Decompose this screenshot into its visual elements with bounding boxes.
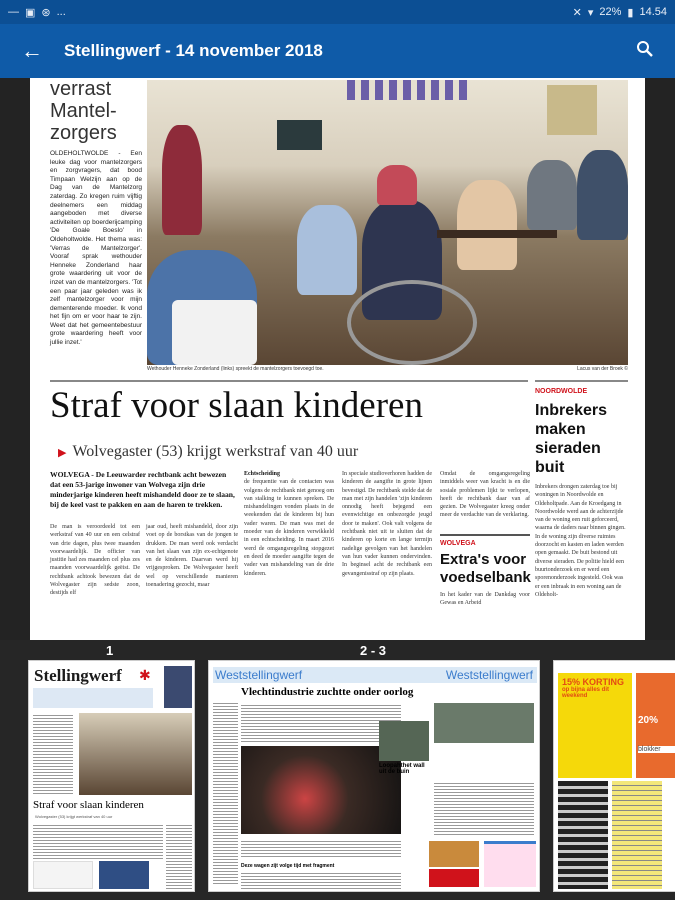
- newspaper-page[interactable]: [30, 78, 645, 640]
- page-title: Stellingwerf - 14 november 2018: [64, 41, 323, 60]
- mute-icon: ✕: [572, 6, 582, 19]
- main-lead: WOLVEGA - De Leeuwarder rechtbank acht bewezen dat een 53-jarige inwoner van Wolvega zijn drie minderjarige kinderen heeft mishandeld door ze te slaan, bij de keel vast te pakken en aan de haren te trekken.: [50, 470, 235, 509]
- page-thumbnail-1[interactable]: [28, 660, 195, 892]
- main-headline: Straf voor slaan kinderen: [50, 385, 423, 426]
- article-col-1: De man is veroordeeld tot een werkstraf van 40 uur en een celstraf van drie dagen, plus twee maanden voorwaardelijk. De officier van justitie had zes maanden cel plus zes maanden voorwaardelijk geëist. De rechtbank achtook bewezen dat de Wolvegaster zijn sedste zoon, destijds elf: [50, 524, 140, 597]
- page-thumbnail-2-3[interactable]: [208, 660, 540, 892]
- article-col-4: In speciale studioverhoren hadden de kinderen de aangifte in grote lijnen bevestigd. De rechtbank stelde dat de man met zijn handelen 'zijn kinderen onnodig heeft bejegend een evenwichtige en onbezorgde jeugd door te maken'. Ook valt volgens de rechtbank niet uit te sluiten dat de kinderen op korte en lange termijn nadelige gevolgen van het handelen van hun vader kunnen ondervinden. In beginsel acht de rechtbank een gevangenisstraf op zijn plaats.: [342, 471, 432, 577]
- clock: 14.54: [639, 6, 667, 18]
- article-col-2: jaar oud, heeft mishandeld, door zijn voet op de borstkas van de jongen te drukken. De man werd ook verdacht van het slaan van zijn ex-echtgenote en de kinderen. Daarvan werd hij vrijgesproken. De Wolvegaster heeft wel op verschillende manieren toenadering gezocht, maar: [146, 524, 238, 589]
- thumb2-headline: Vlechtindustrie zuchtte onder oorlog: [241, 686, 414, 698]
- page-thumbnail-4-5[interactable]: [553, 660, 675, 892]
- page-label-1: 1: [106, 643, 114, 658]
- thumb2-bottom-headline: Deze wagen zijt volge tijd met fragment: [241, 863, 335, 869]
- thumb-masthead: Stellingwerf: [34, 666, 122, 685]
- status-bar: [0, 0, 675, 24]
- vpn-icon: ⊛: [41, 6, 51, 19]
- article-photo: [147, 80, 628, 365]
- search-icon[interactable]: [615, 40, 675, 63]
- left-article: [50, 78, 142, 348]
- wifi-icon: ▾: [587, 6, 594, 19]
- table: [437, 230, 557, 238]
- gallery-icon: ▣: [25, 6, 36, 19]
- photo-credit: Lacus van der Broek ©: [577, 366, 628, 372]
- photo-caption: Wethouder Henneke Zonderland (links) spreekt de mantelzorgers toevoegd toe.: [147, 366, 324, 372]
- thumb-sub: Wolvegaster (53) krijgt werkstraf van 40 uur: [35, 814, 113, 819]
- page-label-2-3: 2 - 3: [360, 643, 387, 658]
- divider: [535, 380, 628, 382]
- minus-icon: —: [8, 6, 19, 18]
- side2-body: In het kader van de Dankdag voor Gewas en Arbeid: [440, 592, 530, 607]
- divider: [50, 380, 528, 382]
- main-subheadline: Wolvegaster (53) krijgt werkstraf van 40 uur: [72, 443, 359, 460]
- lion-logo-icon: ✱: [139, 667, 151, 683]
- left-article-body: OLDEHOLTWOLDE - Een leuke dag voor mantelzorgers en zorgvragers, dat bood Timpaan Welzijn aan op de Dag van de Mantelzorg zaterdag. Zo kregen ruim vijftig deelnemers een middag aangeboden met diverse activiteiten op boerderijcamping 'De Goale Boeslo' in Oldeholtwolde. Het thema was: 'Verras de Mantelzorger'. Vooraf sprak wethouder Henneke Zonderland haar grote waardering uit voor de inzet van de mantelzorgers. 'Tot een paar jaar geleden was ik zelf mantelzorger voor mijn dementerende moeder. Ik vond het fijn om er voor haar te zijn. Weet dat het gemeentebestuur grote waardering heeft voor jullie inzet.': [50, 150, 142, 347]
- battery-icon: ▮: [627, 6, 634, 19]
- ad-brand: blokker: [638, 746, 675, 753]
- divider: [440, 534, 530, 536]
- side1-headline: Inbrekers maken sieraden buit: [535, 402, 608, 476]
- thumb2-ad: Loopahthet wall uit de buin: [379, 763, 425, 775]
- thumb-headline: Straf voor slaan kinderen: [33, 799, 144, 811]
- triangle-icon: ▶: [58, 447, 67, 459]
- tv-screen: [277, 120, 322, 150]
- ad-title: 15% KORTING: [562, 677, 625, 687]
- concert-photo: [241, 746, 401, 834]
- ad-subtitle: op bijna alles dit weekend: [562, 687, 610, 699]
- battery-percent: 22%: [599, 6, 622, 18]
- side-article: [535, 388, 628, 599]
- app-bar: [0, 24, 675, 78]
- more-notifications: ...: [56, 6, 66, 18]
- article-col-3: de frequentie van de contacten was volgens de rechtbank niet genoeg om van stalking te kunnen spreken. De mishandelingen vonden plaats in de weekenden dat de kinderen bij hun vader waren. De man was met de moeder van de kinderen verwikkeld in een echtscheiding. In maart 2016 werd de omgangsregeling stopgezet en deed de moeder aangifte tegen de vader van mishandeling van de drie kinderen.: [244, 479, 334, 577]
- back-arrow-icon[interactable]: ←: [21, 38, 43, 63]
- side1-kicker: NOORDWOLDE: [535, 388, 588, 395]
- wall-map: [547, 85, 597, 135]
- side1-body: Inbrekers drongen zaterdag toe bij woningen in Noordwolde en Oldeholtpade. Aan de Kroedgang in Noordwolde werd aan de achterzijde van de woning een ruit geforceerd, waarna de daders naar binnen gingen. In de woning zijn diverse ruimtes doorzocht en kasten en laden werden open gemaakt. De buit bestond uit diverse sieraden. De politie hield een buurtonderzoek en er werd een sporenonderzoek ingesteld. Ook was er een inbraak in een woning aan de Oldeholt-: [535, 484, 626, 598]
- side2-kicker: WOLVEGA: [440, 540, 476, 547]
- side2-headline: Extra's voor voedselbank: [440, 551, 531, 586]
- thumb-masthead-left: Weststellingwerf: [215, 668, 303, 682]
- thumb-masthead-right: Weststellingwerf: [445, 668, 533, 682]
- subhead-echtscheiding: Echtscheiding: [244, 471, 281, 477]
- article-col-5: Omdat de omgangsregeling inmiddels weer van kracht is en die sosiale problemen lijkt te verlopen, heeft de rechtbank daar van af gezien. De Wolvegaster kreeg onder meer de verdachte van de verklaring.: [440, 471, 530, 519]
- left-article-title: verrast Mantel-zorgers: [50, 78, 117, 144]
- bunting: [347, 80, 467, 100]
- ad-discount: 20%: [638, 715, 659, 726]
